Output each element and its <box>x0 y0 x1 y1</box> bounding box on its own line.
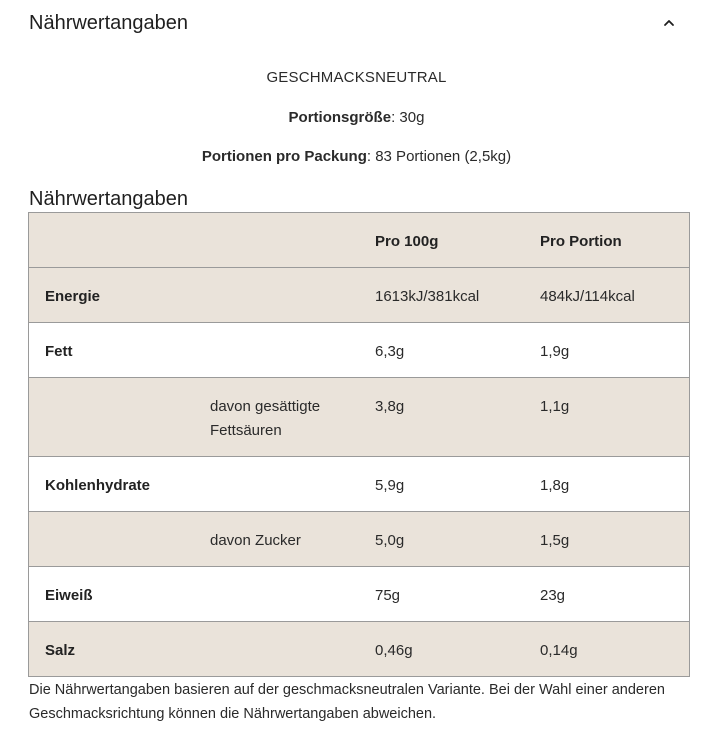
nutrient-name: Salz <box>45 642 76 659</box>
nutrient-sub <box>194 323 359 340</box>
nutrient-sub-cell <box>194 512 359 567</box>
nutrient-name <box>29 378 194 395</box>
portion-cell <box>524 622 690 677</box>
nutrient-sub <box>194 457 359 474</box>
portions-per-pack-value: : 83 Portionen (2,5kg) <box>366 148 512 165</box>
per100-cell <box>359 457 524 512</box>
nutrient-sub-cell <box>194 622 359 677</box>
nutrient-name: Fett <box>45 343 73 360</box>
table-row <box>29 378 690 457</box>
section-title[interactable]: Nährwertangaben <box>29 12 188 34</box>
per100-value: 3,8g <box>375 398 405 415</box>
per100-cell <box>359 622 524 677</box>
portion-value: 1,1g <box>540 398 570 415</box>
header-empty-cell <box>29 213 195 268</box>
nutrition-table <box>28 212 690 677</box>
portion-cell <box>524 268 690 323</box>
portion-value: 484kJ/114kcal <box>540 288 635 305</box>
portion-size-label: Portionsgröße <box>288 109 392 126</box>
nutrient-sub-cell <box>194 323 359 378</box>
header-portion <box>524 213 690 268</box>
table-row <box>29 512 690 567</box>
per100-cell <box>359 268 524 323</box>
chevron-up-icon[interactable] <box>660 14 678 32</box>
nutrient-sub-cell <box>194 567 359 622</box>
per100-value: 5,0g <box>375 532 405 549</box>
nutrient-sub-cell <box>194 457 359 512</box>
per100-value: 5,9g <box>375 477 405 494</box>
nutrient-sub: davon gesättigte Fettsäuren <box>210 398 321 439</box>
portion-value: 0,14g <box>540 642 578 659</box>
portion-value: 1,9g <box>540 343 570 360</box>
nutrient-name: Eiweiß <box>45 587 93 604</box>
nutrient-name-cell <box>29 567 195 622</box>
per100-value: 6,3g <box>375 343 405 360</box>
portion-value: 1,5g <box>540 532 570 549</box>
header-portion-label: Pro Portion <box>540 233 622 250</box>
nutrient-sub: davon Zucker <box>210 532 301 549</box>
nutrient-sub <box>194 268 359 285</box>
table-header-row <box>29 213 690 268</box>
table-row <box>29 268 690 323</box>
nutrient-name-cell <box>29 457 195 512</box>
per100-value: 0,46g <box>375 642 413 659</box>
nutrient-name-cell <box>29 622 195 677</box>
footnote: Die Nährwertangaben basieren auf der geschmacksneutralen Variante. Bei der Wahl einer anderen Geschmacksrichtung können die Nährwertangaben abweichen. <box>29 682 665 722</box>
portion-cell <box>524 378 690 457</box>
per100-cell <box>359 512 524 567</box>
portion-value: 1,8g <box>540 477 570 494</box>
portion-cell <box>524 512 690 567</box>
per100-value: 75g <box>375 587 401 604</box>
header-empty-cell <box>194 213 359 268</box>
portions-per-pack <box>0 147 713 167</box>
table-row <box>29 622 690 677</box>
nutrient-sub <box>194 622 359 639</box>
nutrient-name <box>29 512 194 529</box>
table-row <box>29 457 690 512</box>
nutrient-name-cell <box>29 268 195 323</box>
nutrient-name-cell <box>29 512 195 567</box>
portion-cell <box>524 323 690 378</box>
table-row <box>29 323 690 378</box>
portion-cell <box>524 457 690 512</box>
per100-cell <box>359 378 524 457</box>
header-per100-label: Pro 100g <box>375 233 439 250</box>
header-per100 <box>359 213 524 268</box>
portions-per-pack-label: Portionen pro Packung <box>201 148 367 165</box>
per100-cell <box>359 323 524 378</box>
nutrient-name: Kohlenhydrate <box>45 477 151 494</box>
nutrient-sub-cell <box>194 268 359 323</box>
table-title: Nährwertangaben <box>29 188 188 210</box>
portion-value: 23g <box>540 587 566 604</box>
portion-size <box>0 108 713 128</box>
nutrient-sub-cell <box>194 378 359 457</box>
portion-cell <box>524 567 690 622</box>
nutrient-name-cell <box>29 378 195 457</box>
nutrient-name-cell <box>29 323 195 378</box>
portion-size-value: : 30g <box>391 109 425 126</box>
per100-cell <box>359 567 524 622</box>
per100-value: 1613kJ/381kcal <box>375 288 480 305</box>
nutrient-sub <box>194 567 359 584</box>
accordion-header[interactable] <box>29 10 684 38</box>
table-row <box>29 567 690 622</box>
nutrient-name: Energie <box>45 288 101 305</box>
product-variant: GESCHMACKSNEUTRAL <box>266 69 447 86</box>
